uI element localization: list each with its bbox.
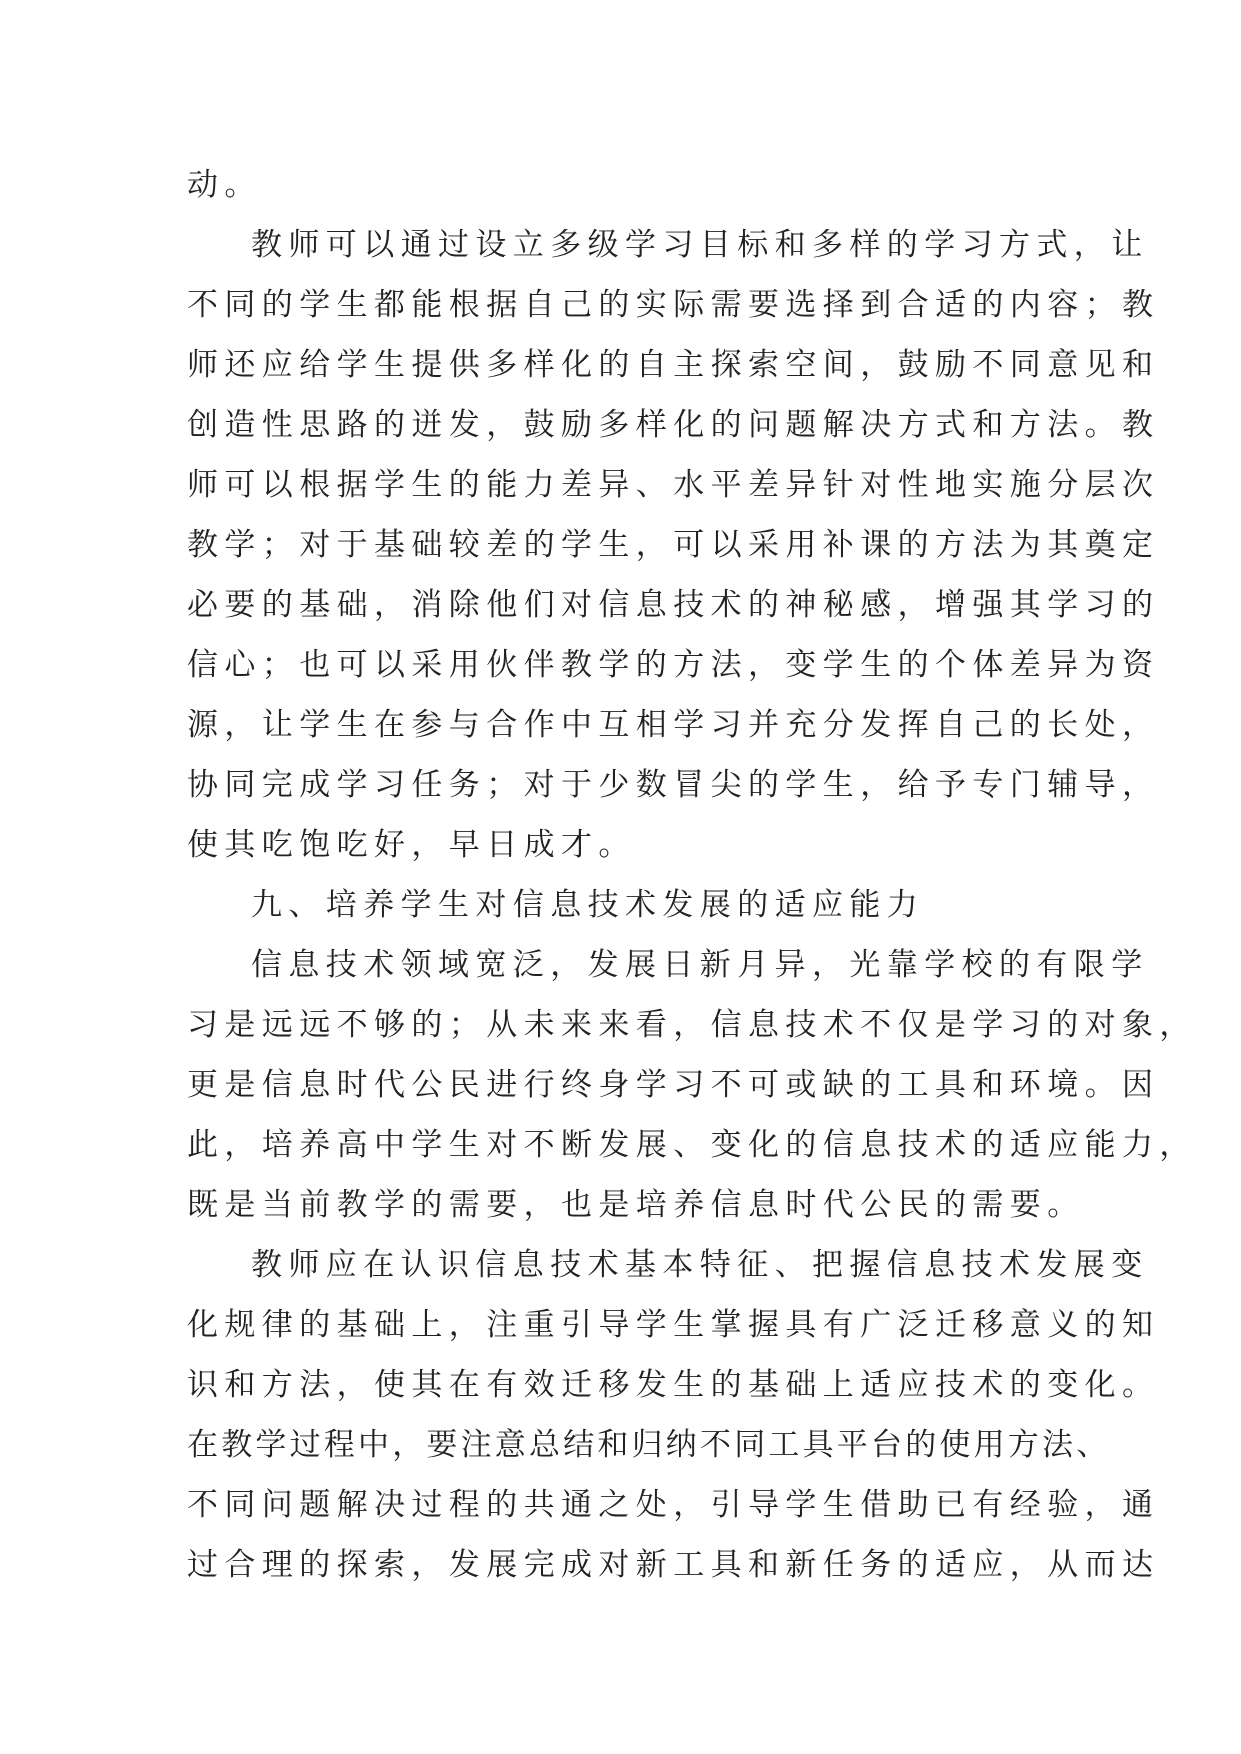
text-line-content: 信息技术领域宽泛，发展日新月异，光靠学校的有限学 (251, 947, 1149, 983)
text-line-content: 教学；对于基础较差的学生，可以采用补课的方法为其奠定 (187, 527, 1160, 563)
text-line-content: 教师可以通过设立多级学习目标和多样的学习方式，让 (251, 227, 1149, 263)
section-heading-text: 九、培养学生对信息技术发展的适应能力 (251, 887, 925, 923)
text-line (0, 1295, 1241, 1355)
text-line-content: 教师应在认识信息技术基本特征、把握信息技术发展变 (251, 1247, 1149, 1283)
text-line-content: 不同的学生都能根据自己的实际需要选择到合适的内容；教 (187, 287, 1160, 323)
text-line (0, 1115, 1241, 1175)
text-line (0, 395, 1241, 455)
text-line (0, 755, 1241, 815)
text-line-content: 动。 (187, 167, 262, 203)
text-line-content: 习是远远不够的；从未来来看，信息技术不仅是学习的对象， (187, 1007, 1197, 1043)
text-line-content: 创造性思路的迸发，鼓励多样化的问题解决方式和方法。教 (187, 407, 1160, 443)
text-line (0, 1175, 1241, 1235)
text-line-content: 师可以根据学生的能力差异、水平差异针对性地实施分层次 (187, 467, 1160, 503)
text-line (0, 1355, 1241, 1415)
text-line (0, 1055, 1241, 1115)
text-line (0, 695, 1241, 755)
text-line-content: 协同完成学习任务；对于少数冒尖的学生，给予专门辅导， (187, 767, 1160, 803)
text-line (0, 995, 1241, 1055)
text-line-content: 此，培养高中学生对不断发展、变化的信息技术的适应能力， (187, 1127, 1197, 1163)
text-line-content: 师还应给学生提供多样化的自主探索空间，鼓励不同意见和 (187, 347, 1160, 383)
text-line-content: 不同问题解决过程的共通之处，引导学生借助已有经验，通 (187, 1487, 1160, 1523)
text-line (0, 635, 1241, 695)
text-line (0, 515, 1241, 575)
text-line-content: 过合理的探索，发展完成对新工具和新任务的适应，从而达 (187, 1547, 1160, 1583)
text-line-content: 信心；也可以采用伙伴教学的方法，变学生的个体差异为资 (187, 647, 1160, 683)
text-line-content: 在教学过程中，要注意总结和归纳不同工具平台的使用方法、 (187, 1427, 1111, 1463)
text-line (0, 1475, 1241, 1535)
text-line (0, 1415, 1241, 1475)
text-line-content: 识和方法，使其在有效迁移发生的基础上适应技术的变化。 (187, 1367, 1160, 1403)
text-line-content: 使其吃饱吃好，早日成才。 (187, 827, 636, 863)
text-line-content: 更是信息时代公民进行终身学习不可或缺的工具和环境。因 (187, 1067, 1160, 1103)
text-line (0, 815, 1241, 875)
section-heading (0, 875, 1241, 935)
text-line-content: 必要的基础，消除他们对信息技术的神秘感，增强其学习的 (187, 587, 1160, 623)
text-line-content: 源，让学生在参与合作中互相学习并充分发挥自己的长处， (187, 707, 1160, 743)
text-line-content: 化规律的基础上，注重引导学生掌握具有广泛迁移意义的知 (187, 1307, 1160, 1343)
paragraph-start-line (0, 215, 1241, 275)
text-line (0, 155, 1241, 215)
text-line (0, 275, 1241, 335)
text-line (0, 455, 1241, 515)
text-line (0, 1535, 1241, 1595)
text-line (0, 335, 1241, 395)
paragraph-start-line (0, 1235, 1241, 1295)
text-line (0, 575, 1241, 635)
text-line-content: 既是当前教学的需要，也是培养信息时代公民的需要。 (187, 1187, 1085, 1223)
paragraph-start-line (0, 935, 1241, 995)
